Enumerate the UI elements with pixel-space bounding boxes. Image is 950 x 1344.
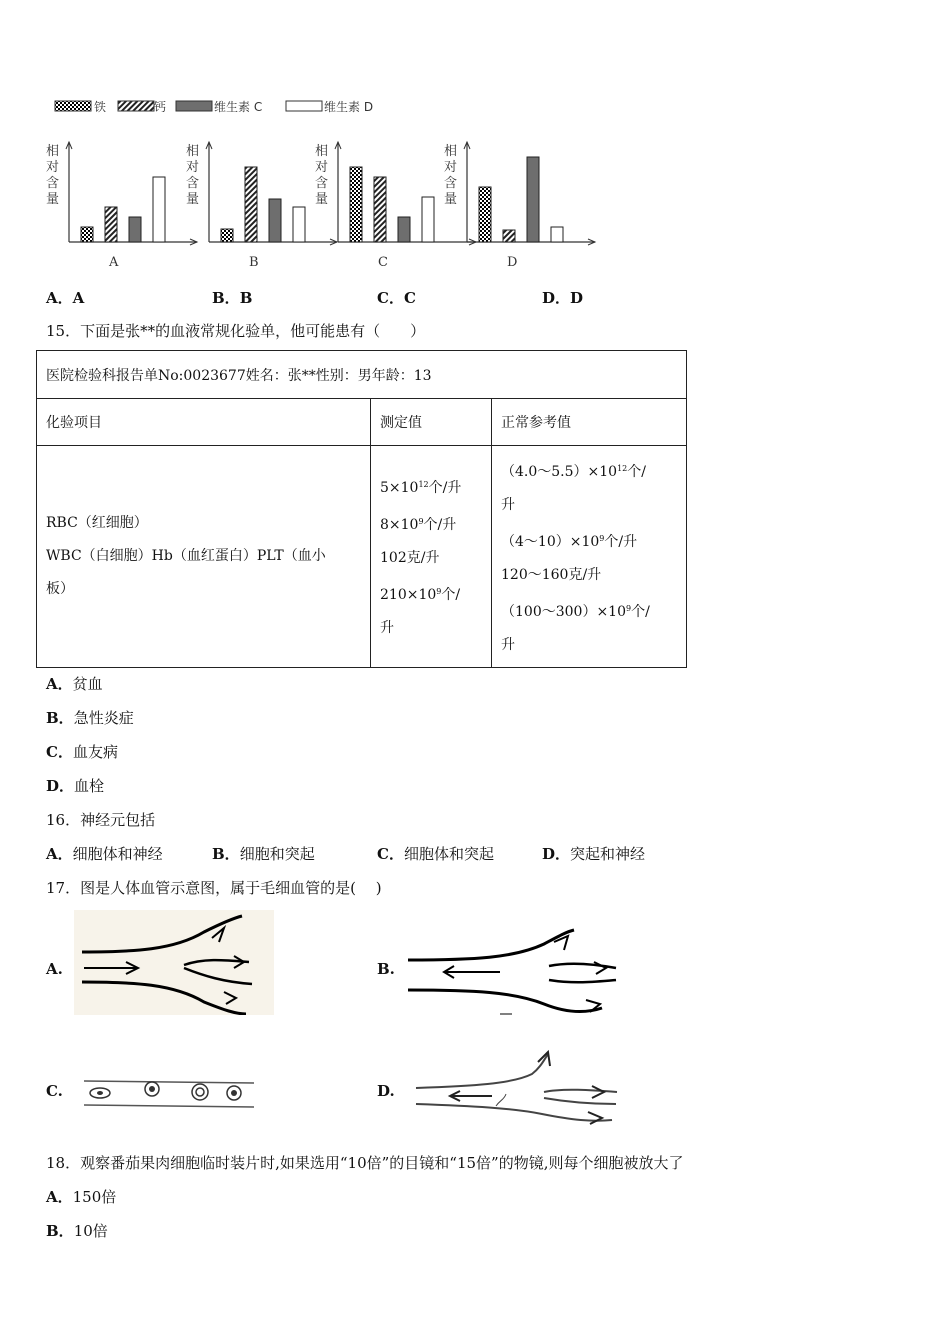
y-axis-label-char: 含 <box>444 176 458 191</box>
normal-rbc-unit: 升 <box>501 496 515 513</box>
q15-stem: 15．下面是张**的血液常规化验单，他可能患有（ ） <box>46 322 426 340</box>
normal-plt-unit: 升 <box>501 636 515 653</box>
y-axis-label-char: 含 <box>315 176 329 191</box>
item-cell <box>37 446 371 668</box>
y-axis-label-char: 对 <box>444 160 458 175</box>
vessel-diagram-a <box>74 910 274 1015</box>
y-axis-label-char: 量 <box>46 192 60 207</box>
item-line-3: 板） <box>46 581 74 597</box>
panel-D <box>444 142 595 270</box>
bar-C-2 <box>398 217 410 242</box>
measured-plt-unit: 升 <box>380 620 394 636</box>
y-axis-label-char: 对 <box>315 160 329 175</box>
q15-option-d[interactable]: D．血栓 <box>46 777 105 795</box>
q18-stem: 18．观察番茄果肉细胞临时装片时,如果选用“10倍”的目镜和“15倍”的物镜,则每个细胞被放大了 <box>46 1154 684 1172</box>
bar-B-2 <box>269 199 281 242</box>
col-header-measured: 测定值 <box>371 399 492 446</box>
legend-label-1: 钙 <box>154 100 167 114</box>
bar-B-3 <box>293 207 305 242</box>
report-header: 医院检验科报告单No:0023677姓名：张**性别：男年龄：13 <box>37 351 687 399</box>
panel-label-B: B <box>249 255 259 270</box>
q14-option-c[interactable]: C．C <box>377 289 416 307</box>
normal-cell <box>492 446 687 668</box>
legend-swatch-2 <box>176 101 212 111</box>
col-header-item: 化验项目 <box>37 399 371 446</box>
q18-option-a[interactable]: A．150倍 <box>46 1188 117 1206</box>
chart-panels <box>46 142 595 270</box>
vessel-diagram-c <box>82 1075 258 1111</box>
q17-label-a[interactable]: A. <box>46 960 63 978</box>
measured-plt: $210\times 10^9$个/ <box>380 587 461 603</box>
legend-swatch-1 <box>118 101 154 111</box>
y-axis-label-char: 含 <box>46 176 60 191</box>
bar-A-2 <box>129 217 141 242</box>
y-axis-label-char: 对 <box>46 160 60 175</box>
y-axis-label-char: 相 <box>186 144 200 159</box>
bar-C-1 <box>374 177 386 242</box>
legend-swatch-0 <box>55 101 91 111</box>
y-axis-label-char: 相 <box>444 144 458 159</box>
q15-option-a[interactable]: A．贫血 <box>46 675 103 693</box>
q16-option-b[interactable]: B． 细胞和突起 <box>212 845 315 863</box>
bar-D-2 <box>527 157 539 242</box>
bar-C-3 <box>422 197 434 242</box>
y-axis-label-char: 对 <box>186 160 200 175</box>
bar-A-1 <box>105 207 117 242</box>
y-axis-label-char: 相 <box>46 144 60 159</box>
bar-B-0 <box>221 229 233 242</box>
q15-option-b[interactable]: B．急性炎症 <box>46 709 134 727</box>
chart-legend <box>55 99 373 114</box>
legend-swatch-3 <box>286 101 322 111</box>
q14-option-b[interactable]: B．B <box>212 289 253 307</box>
measured-wbc: $8\times 10^9$个/升 <box>380 517 457 533</box>
item-line-2: WBC（白细胞）Hb（血红蛋白）PLT（血小 <box>46 548 326 564</box>
item-line-1: RBC（红细胞） <box>46 515 148 531</box>
blood-report-table <box>36 350 687 668</box>
bar-A-3 <box>153 177 165 242</box>
legend-label-2: 维生素 C <box>214 100 263 114</box>
q16-option-a[interactable]: A． 细胞体和神经 <box>46 845 163 863</box>
q17-label-d[interactable]: D. <box>377 1082 395 1100</box>
col-header-normal: 正常参考值 <box>492 399 687 446</box>
q16-option-c[interactable]: C． 细胞体和突起 <box>377 845 494 863</box>
measured-cell <box>371 446 492 668</box>
y-axis-label-char: 含 <box>186 176 200 191</box>
bar-C-0 <box>350 167 362 242</box>
q17-label-c[interactable]: C. <box>46 1082 63 1100</box>
bar-B-1 <box>245 167 257 242</box>
legend-label-0: 铁 <box>94 100 107 114</box>
y-axis-label-char: 量 <box>186 192 200 207</box>
y-axis-label-char: 量 <box>444 192 458 207</box>
legend-label-3: 维生素 D <box>324 100 374 114</box>
q18-option-b[interactable]: B．10倍 <box>46 1222 108 1240</box>
bar-D-3 <box>551 227 563 242</box>
q14-option-d[interactable]: D．D <box>542 289 584 307</box>
panel-A <box>46 142 200 270</box>
bar-D-0 <box>479 187 491 242</box>
normal-plt: $(100\sim 300)\times 10^9$个/ <box>501 603 650 620</box>
q17-stem: 17．图是人体血管示意图，属于毛细血管的是( ) <box>46 879 382 897</box>
q14-chart <box>0 90 620 280</box>
y-axis-label-char: 相 <box>315 144 329 159</box>
q17-label-b[interactable]: B. <box>377 960 395 978</box>
panel-label-D: D <box>507 255 518 270</box>
y-axis-label-char: 量 <box>315 192 329 207</box>
q16-option-d[interactable]: D． 突起和神经 <box>542 845 646 863</box>
bar-D-1 <box>503 230 515 242</box>
q15-option-c[interactable]: C．血友病 <box>46 743 118 761</box>
measured-rbc: $5\times 10^{12}$个/升 <box>380 480 462 496</box>
bar-A-0 <box>81 227 93 242</box>
vessel-diagram-d <box>412 1048 622 1128</box>
vessel-diagram-b <box>404 922 624 1017</box>
measured-hb: 102克/升 <box>380 550 440 566</box>
panel-label-A: A <box>109 255 119 270</box>
normal-wbc: $(4\sim 10)\times 10^9$个/升 <box>501 533 638 550</box>
normal-hb: 120～160克/升 <box>501 566 602 583</box>
q14-option-a[interactable]: A．A <box>46 289 85 307</box>
q16-stem: 16．神经元包括 <box>46 811 156 829</box>
normal-rbc: $(4.0\sim 5.5)\times 10^{12}$个/ <box>501 463 646 480</box>
panel-label-C: C <box>378 255 388 270</box>
